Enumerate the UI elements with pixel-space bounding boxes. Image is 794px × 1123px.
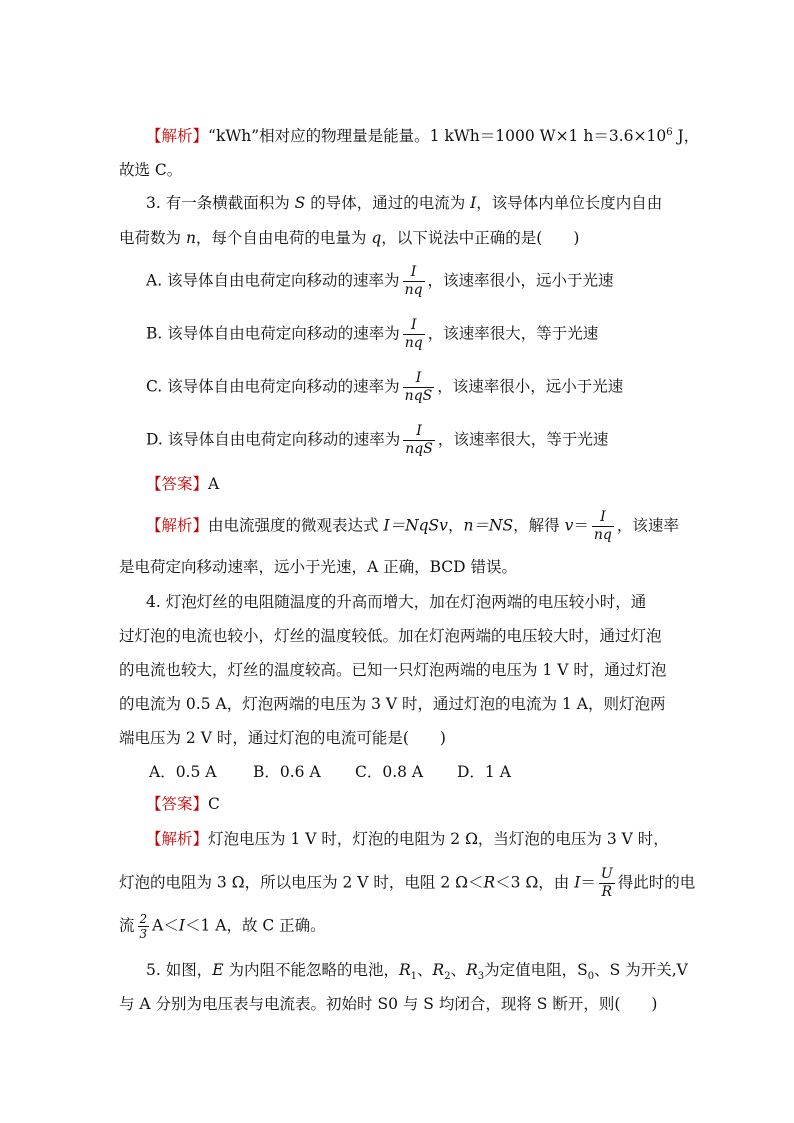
question-5-line1: 5. 如图，E 为内阻不能忽略的电池，$R_1$、$R_2$、$R_3$为定值电阻，$S_0$、S 为开关,V [146, 961, 688, 983]
question-4-line4: 的电流为 0.5 A，灯泡两端的电压为 3 V 时，通过灯泡的电流为 1 A，则灯泡两 [119, 695, 666, 713]
explanation-q3-line1: 【解析】由电流强度的微观表达式 I＝NqSv，n＝NS，解得 v＝ $\frac{I}{nq}$ ，该速率 [146, 509, 679, 543]
fraction: $\frac{I}{\text{nqS}}$ [405, 423, 433, 457]
explanation-q4-line1: 【解析】灯泡电压为 1 V 时，灯泡的电阻为 2 Ω，当灯泡的电压为 3 V 时， [146, 830, 669, 848]
option-c: C. 该导体自由电荷定向移动的速率为 $\frac{I}{\text{nqS}}$ ，该速率很小，远小于光速 [146, 370, 624, 404]
question-3-stem-line2: 电荷数为 n，每个自由电荷的电量为 q，以下说法中正确的是( ) [119, 229, 580, 247]
option-a: A. 该导体自由电荷定向移动的速率为 $\frac{I}{nq}$ ，该速率很小，远小于光速 [146, 264, 614, 298]
explanation-tag: 【解析】 [146, 127, 209, 145]
option-b: B. 该导体自由电荷定向移动的速率为 $\frac{I}{nq}$ ，该速率很大，等于光速 [146, 317, 599, 351]
answer-q4: 【答案】C [146, 795, 220, 813]
q4-option-c: C．0.8 A [355, 763, 424, 781]
question-4-line3: 的电流也较大，灯丝的温度较高。已知一只灯泡两端的电压为 1 V 时，通过灯泡 [119, 661, 667, 679]
fraction: $\frac{I}{nq}$ [404, 264, 423, 298]
explanation-q2-line2: 故选 C。 [119, 161, 183, 179]
fraction: $\frac{I}{nq}$ [593, 509, 612, 543]
explanation-q3-line2: 是电荷定向移动速率，远小于光速，A 正确，BCD 错误。 [119, 558, 518, 576]
question-4-line5: 端电压为 2 V 时，通过灯泡的电流可能是( ) [119, 729, 446, 747]
fraction: $\frac{I}{nq}$ [404, 317, 423, 351]
question-5-line2: 与 A 分别为电压表与电流表。初始时 S0 与 S 均闭合，现将 S 断开，则( ) [119, 995, 658, 1013]
explanation-q4-line2: 灯泡的电阻为 3 Ω，所以电压为 2 V 时，电阻 2 Ω＜R＜3 Ω，由 I＝ $\frac{U}{R}$ 得此时的电 [119, 866, 696, 900]
fraction: $\frac{2}{3}$ [139, 912, 148, 941]
question-4-line2: 过灯泡的电流也较小，灯丝的温度较低。加在灯泡两端的电压较大时，通过灯泡 [119, 627, 662, 645]
question-4-line1: 4. 灯泡灯丝的电阻随温度的升高而增大，加在灯泡两端的电压较小时，通 [146, 593, 647, 611]
q4-option-a: A．0.5 A [149, 763, 217, 781]
option-d: D. 该导体自由电荷定向移动的速率为 $\frac{I}{\text{nqS}}$ ，该速率很大，等于光速 [146, 423, 609, 457]
fraction: $\frac{I}{\text{nqS}}$ [404, 370, 433, 404]
explanation-q4-line3: 流 $\frac{2}{3}$ A＜I＜1 A，故 C 正确。 [119, 912, 326, 941]
q4-option-d: D．1 A [457, 763, 511, 781]
q4-option-b: B．0.6 A [253, 763, 321, 781]
question-3-stem-line1: 3. 有一条横截面积为 S 的导体，通过的电流为 I，该导体内单位长度内自由 [146, 194, 663, 212]
explanation-q2-line1: 【解析】“kWh”相对应的物理量是能量。1 kWh＝1000 W×1 $h=3.6\times 10^6$ J， [146, 126, 700, 145]
fraction: $\frac{U}{R}$ [600, 866, 613, 900]
answer-q3: 【答案】A [146, 475, 220, 493]
